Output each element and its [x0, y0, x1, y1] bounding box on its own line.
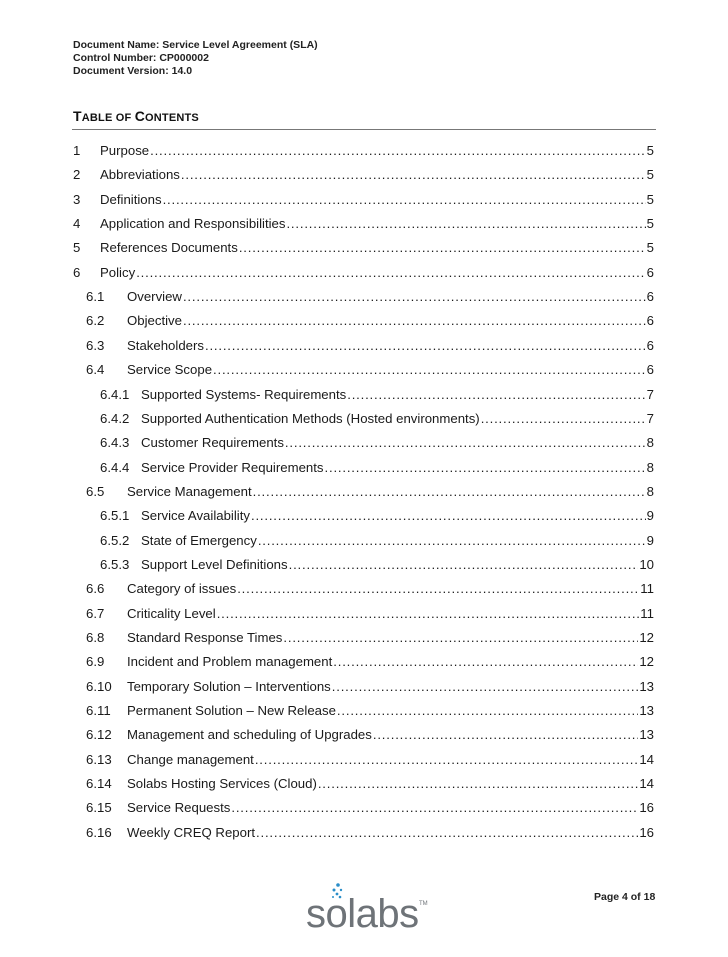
- toc-entry[interactable]: [100, 455, 654, 475]
- toc-entry[interactable]: [86, 479, 654, 499]
- toc-entry-number: 3: [73, 191, 81, 207]
- toc-entry-number: 6.9: [86, 654, 105, 670]
- toc-entry-number: 6.15: [86, 800, 112, 816]
- toc-entry-label: Standard Response Times: [127, 630, 283, 645]
- toc-entry-label: Solabs Hosting Services (Cloud): [127, 776, 317, 792]
- toc-entry-label: References Documents: [100, 240, 238, 256]
- toc-entry-page: 7: [646, 386, 654, 402]
- toc-entry-label: Customer Requirements: [141, 435, 284, 451]
- toc-entry-label: Service Requests: [127, 800, 231, 816]
- toc-entry-page: 6: [646, 337, 654, 353]
- toc-entry-page: 6: [646, 289, 654, 305]
- toc-entry-label: Supported Authentication Methods (Hosted environments): [141, 410, 480, 426]
- toc-entry-number: 6.4.3: [100, 435, 130, 451]
- toc-entry-page: 13: [639, 678, 654, 694]
- document-version: Document Version: 14.0: [73, 65, 193, 77]
- toc-leader-dots: [286, 216, 645, 231]
- toc-entry[interactable]: [86, 601, 654, 621]
- toc-entry-label: Management and scheduling of Upgrades: [127, 727, 372, 743]
- toc-entry-page: 13: [639, 727, 654, 743]
- toc-entry-page: 9: [646, 508, 654, 524]
- toc-entry-page: 14: [639, 751, 654, 767]
- toc-entry-number: 2: [73, 167, 81, 183]
- toc-entry[interactable]: [73, 162, 654, 182]
- toc-entry-label: Permanent Solution – New Release: [127, 703, 336, 719]
- toc-entry-label: Weekly CREQ Report: [127, 824, 256, 840]
- toc-leader-dots: [325, 460, 646, 475]
- toc-entry-label: State of Emergency: [141, 532, 257, 548]
- toc-leader-dots: [318, 776, 638, 791]
- solabs-logo: [306, 879, 436, 939]
- toc-entry-label: Temporary Solution – Interventions: [127, 678, 331, 694]
- toc-entry[interactable]: [100, 503, 654, 523]
- toc-leader-dots: [239, 240, 646, 255]
- toc-entry-number: 1: [73, 143, 81, 158]
- toc-entry[interactable]: [86, 820, 654, 840]
- toc-heading: [73, 108, 199, 124]
- toc-entry-number: 6.7: [86, 605, 105, 621]
- heading-rule: [72, 129, 656, 130]
- toc-entry-page: 8: [646, 459, 654, 475]
- toc-entry-page: 11: [640, 605, 654, 621]
- toc-leader-dots: [163, 192, 646, 207]
- document-name: Document Name: Service Level Agreement (SLA): [73, 39, 318, 51]
- toc-leader-dots: [373, 727, 638, 742]
- toc-entry-label: Service Availability: [141, 508, 250, 524]
- toc-heading-cap-t: T: [73, 108, 82, 124]
- toc-leader-dots: [289, 557, 639, 572]
- toc-entry[interactable]: [86, 698, 654, 718]
- toc-entry[interactable]: [100, 382, 654, 402]
- toc-entry-page: 5: [646, 143, 654, 158]
- toc-entry-label: Objective: [127, 313, 182, 329]
- toc-entry-page: 6: [646, 264, 654, 280]
- toc-entry[interactable]: [73, 138, 654, 158]
- toc-entry-label: Abbreviations: [100, 167, 180, 183]
- toc-leader-dots: [251, 508, 646, 523]
- toc-entry-label: Criticality Level: [127, 605, 216, 621]
- toc-entry-label: Support Level Definitions: [141, 556, 288, 572]
- toc-entry-label: Change management: [127, 751, 254, 767]
- toc-entry-page: 10: [639, 556, 654, 572]
- toc-entry-label: Supported Systems- Requirements: [141, 386, 347, 402]
- toc-leader-dots: [150, 143, 646, 158]
- toc-entry-page: 13: [639, 703, 654, 719]
- toc-entry-page: 16: [639, 824, 654, 840]
- toc-leader-dots: [205, 338, 646, 353]
- toc-entry-number: 4: [73, 216, 81, 232]
- toc-entry-label: Purpose: [100, 143, 150, 158]
- toc-entry-number: 6.4.4: [100, 459, 130, 475]
- toc-leader-dots: [183, 313, 646, 328]
- toc-leader-dots: [332, 679, 639, 694]
- toc-entry[interactable]: [86, 747, 654, 767]
- toc-entry-label: Service Provider Requirements: [141, 459, 324, 475]
- toc-entry[interactable]: [73, 235, 654, 255]
- toc-entry-number: 6.11: [86, 703, 111, 719]
- toc-entry-page: 14: [639, 776, 654, 792]
- toc-entry[interactable]: [86, 771, 654, 791]
- control-number: Control Number: CP000002: [73, 52, 209, 64]
- toc-leader-dots: [283, 630, 638, 645]
- toc-leader-dots: [347, 387, 645, 402]
- toc-entry[interactable]: [86, 625, 654, 645]
- toc-entry-page: 11: [640, 581, 654, 597]
- toc-entry[interactable]: [86, 284, 654, 304]
- toc-entry-number: 6.3: [86, 337, 105, 353]
- toc-entry-number: 6.5.1: [100, 508, 130, 524]
- toc-entry-number: 6.8: [86, 630, 105, 645]
- document-header: [73, 39, 318, 78]
- toc-entry[interactable]: [100, 528, 654, 548]
- toc-entry-number: 6.4: [86, 362, 105, 378]
- toc-leader-dots: [337, 703, 638, 718]
- toc-entry-page: 5: [646, 167, 654, 183]
- toc-entry[interactable]: [73, 211, 654, 231]
- toc-entry-number: 6.5: [86, 483, 105, 499]
- toc-entry[interactable]: [86, 674, 654, 694]
- toc-entry[interactable]: [73, 260, 654, 280]
- toc-entry[interactable]: [100, 552, 654, 572]
- toc-entry[interactable]: [86, 795, 654, 815]
- toc-leader-dots: [285, 435, 646, 450]
- logo-wordmark: solabs: [306, 892, 419, 936]
- toc-entry-number: 6.5.3: [100, 556, 130, 572]
- toc-entry-page: 6: [646, 362, 654, 378]
- toc-entry-page: 8: [646, 435, 654, 451]
- toc-entry-number: 6.1: [86, 289, 105, 305]
- toc-entry-number: 6.16: [86, 824, 112, 840]
- toc-entry-page: 9: [646, 532, 654, 548]
- toc-heading-part2: ONTENTS: [145, 112, 199, 124]
- toc-leader-dots: [481, 411, 646, 426]
- toc-entry-page: 8: [646, 483, 654, 499]
- toc-entry-label: Service Scope: [127, 362, 213, 378]
- toc-entry-number: 6: [73, 264, 81, 280]
- toc-entry-label: Stakeholders: [127, 337, 204, 353]
- toc-entry[interactable]: [100, 406, 654, 426]
- toc-entry-label: Overview: [127, 289, 182, 305]
- page-number: Page 4 of 18: [594, 891, 656, 903]
- toc-entry-page: 6: [646, 313, 654, 329]
- toc-leader-dots: [237, 581, 639, 596]
- toc-leader-dots: [217, 606, 640, 621]
- toc-entry-number: 6.2: [86, 313, 105, 329]
- toc-entry-number: 6.10: [86, 678, 112, 694]
- toc-entry[interactable]: [86, 357, 654, 377]
- toc-entry-page: 5: [646, 240, 654, 256]
- toc-entry-page: 5: [646, 216, 654, 232]
- toc-entry-page: 7: [646, 410, 654, 426]
- toc-heading-cap-c: C: [134, 108, 146, 124]
- toc-entry-page: 5: [646, 191, 654, 207]
- toc-leader-dots: [181, 167, 646, 182]
- toc-entry-number: 6.4.2: [100, 410, 130, 426]
- toc-entry[interactable]: [73, 187, 654, 207]
- toc-entry[interactable]: [86, 333, 654, 353]
- toc-entry-label: Incident and Problem management: [127, 654, 333, 670]
- toc-entry-number: 6.14: [86, 776, 112, 792]
- toc-entry[interactable]: [100, 430, 654, 450]
- toc-leader-dots: [231, 800, 638, 815]
- toc-leader-dots: [255, 752, 638, 767]
- toc-leader-dots: [183, 289, 646, 304]
- toc-entry[interactable]: [86, 576, 654, 596]
- toc-entry-label: Category of issues: [127, 581, 237, 597]
- toc-entry-number: 5: [73, 240, 81, 256]
- toc-entry-number: 6.4.1: [100, 386, 130, 402]
- toc-leader-dots: [258, 533, 646, 548]
- toc-entry-number: 6.6: [86, 581, 105, 597]
- toc-leader-dots: [253, 484, 646, 499]
- toc-entry-label: Service Management: [127, 483, 252, 499]
- toc-entry-number: 6.5.2: [100, 532, 130, 548]
- toc-entry[interactable]: [86, 722, 654, 742]
- toc-leader-dots: [256, 825, 638, 840]
- toc-entry-page: 16: [639, 800, 654, 816]
- toc-entry-number: 6.12: [86, 727, 112, 743]
- toc-entry[interactable]: [86, 649, 654, 669]
- toc-leader-dots: [213, 362, 646, 377]
- toc-entry-number: 6.13: [86, 751, 112, 767]
- toc-entry-page: 12: [639, 654, 654, 670]
- toc-entry[interactable]: [86, 308, 654, 328]
- toc-entry-label: Application and Responsibilities: [100, 216, 286, 232]
- toc-heading-part1: ABLE OF: [81, 112, 135, 124]
- toc-entry-label: Policy: [100, 264, 136, 280]
- toc-entry-page: 12: [639, 630, 654, 645]
- toc-entry-label: Definitions: [100, 191, 162, 207]
- toc-leader-dots: [333, 654, 638, 669]
- logo-trademark: TM: [419, 901, 428, 907]
- toc-leader-dots: [136, 265, 645, 280]
